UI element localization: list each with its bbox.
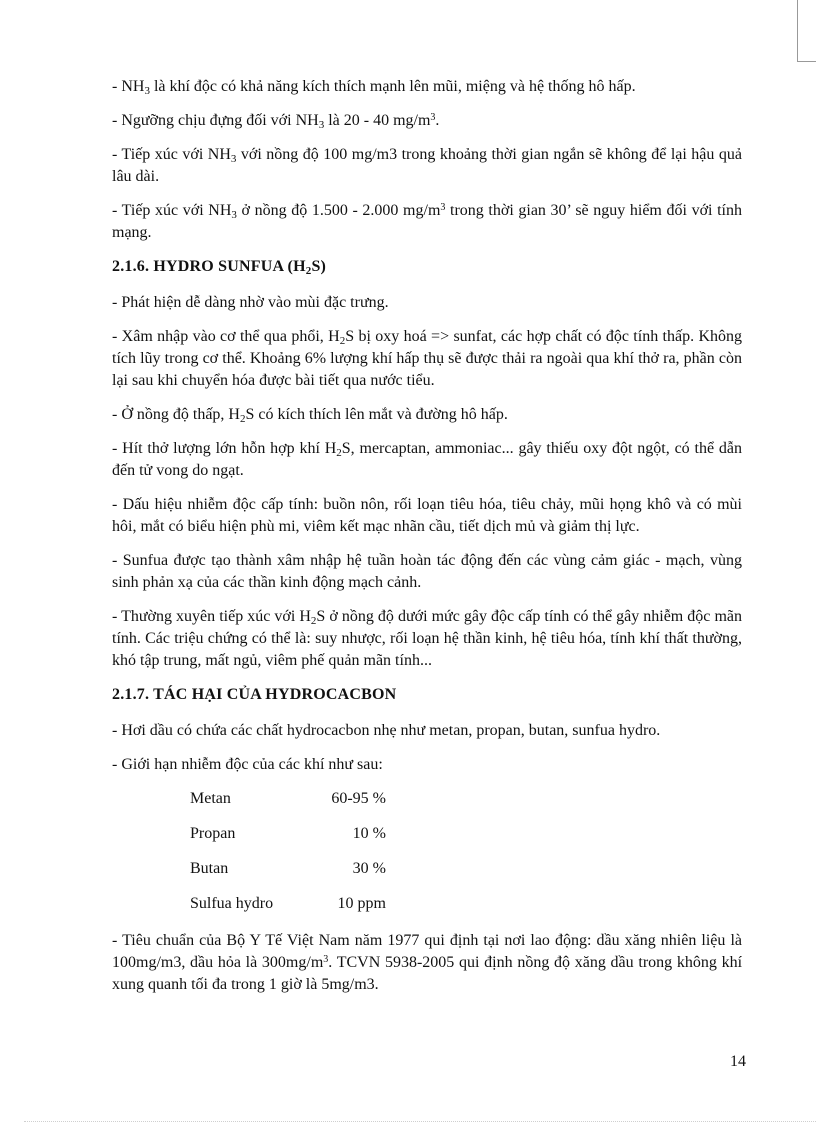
gas-name: Sulfua hydro — [190, 895, 274, 912]
gas-limit: 30 % — [352, 860, 386, 877]
paragraph-h2s-low-concentration: - Ở nồng độ thấp, $H_2S$ có kích thích lên mắt và đường hô hấp. — [112, 406, 508, 425]
paragraph-limits-intro: - Giới hạn nhiễm độc của các khí như sau: — [112, 756, 383, 773]
heading-hydro-sunfua: 2.1.6. HYDRO SUNFUA $(H_2S)$ — [112, 258, 327, 277]
gas-limit: 10 ppm — [337, 895, 386, 912]
paragraph-nh3-irritant: - $NH_3$ là khí độc có khả năng kích thích mạnh lên mũi, miệng và hệ thống hô hấp. — [112, 78, 636, 97]
paragraph-standards: - Tiêu chuẩn của Bộ Y Tế Việt Nam năm 1977 qui định tại nơi lao động: dầu xăng nhiên liệu là 100mg/m3, dầu hỏa là $300mg/m^3$. TCVN 5938-2005 qui định nồng độ xăng dầu trong không khí xung quanh tối đa trong 1 giờ là 5mg/m3. — [112, 932, 743, 993]
footer-divider — [24, 1121, 816, 1122]
gas-name: Propan — [190, 825, 236, 842]
paragraph-nh3-threshold: - Ngưỡng chịu đựng đối với $NH_3$ là 20 - 40 $mg/m^3$. — [112, 112, 440, 131]
paragraph-h2s-absorption: - Xâm nhập vào cơ thể qua phổi, $H_2S$ bị oxy hoá => sunfat, các hợp chất có độc tính thấp. Không tích lũy trong cơ thể. Khoảng 6% lượng khí hấp thụ sẽ được thải ra ngoài qua khí thở ra, phần còn lại sau khi chuyển hóa được bài tiết qua nước tiểu. — [112, 328, 743, 389]
table-row — [190, 823, 386, 858]
heading-hydrocacbon: 2.1.7. TÁC HẠI CỦA HYDROCACBON — [112, 686, 397, 703]
gas-limit: 10 % — [352, 825, 386, 842]
paragraph-sunfua-circulation: - Sunfua được tạo thành xâm nhập hệ tuần hoàn tác động đến các vùng cảm giác - mạch, vùng sinh phản xạ của các thần kinh động mạch cảnh. — [112, 552, 742, 591]
gas-name: Metan — [190, 790, 231, 807]
paragraph-h2s-detection: - Phát hiện dễ dàng nhờ vào mùi đặc trưng. — [112, 294, 389, 311]
paragraph-nh3-exposure-100: - Tiếp xúc với $NH_3$ với nồng độ 100 mg/m3 trong khoảng thời gian ngắn sẽ không để lại hậu quả lâu dài. — [112, 146, 742, 185]
paragraph-h2s-inhalation: - Hít thở lượng lớn hỗn hợp khí $H_2S$, mercaptan, ammoniac... gây thiếu oxy đột ngột, có thể dẫn đến tử vong do ngạt. — [112, 440, 742, 479]
paragraph-nh3-exposure-high: - Tiếp xúc với $NH_3$ ở nồng độ 1.500 - 2.000 $mg/m^3$ trong thời gian 30’ sẽ nguy hiểm đối với tính mạng. — [112, 202, 742, 241]
crop-mark-vertical — [797, 0, 798, 62]
gas-name: Butan — [190, 860, 229, 877]
paragraph-chronic-poisoning: - Thường xuyên tiếp xúc với $H_2S$ ở nồng độ dưới mức gây độc cấp tính có thể gây nhiễm độc mãn tính. Các triệu chứng có thể là: suy nhược, rối loạn hệ thần kinh, hệ tiêu hóa, tính khí thất thường, khó tập trung, mất ngủ, viêm phế quản mãn tính... — [112, 608, 742, 669]
table-row — [190, 788, 386, 823]
table-row — [190, 858, 386, 893]
page-content — [112, 76, 742, 1008]
paragraph-acute-poisoning: - Dấu hiệu nhiễm độc cấp tính: buồn nôn, rối loạn tiêu hóa, tiêu chảy, mũi họng khô và có mùi hôi, mắt có biểu hiện phù mi, viêm kết mạc nhãn cầu, tiết dịch mủ và giảm thị lực. — [112, 496, 742, 535]
page-number: 14 — [730, 1053, 746, 1070]
gas-limit: 60-95 % — [331, 790, 386, 807]
toxicity-limits-table — [190, 788, 386, 928]
crop-mark-horizontal — [797, 61, 816, 62]
paragraph-oil-vapor: - Hơi dầu có chứa các chất hydrocacbon nhẹ như metan, propan, butan, sunfua hydro. — [112, 722, 661, 739]
table-row — [190, 893, 386, 928]
